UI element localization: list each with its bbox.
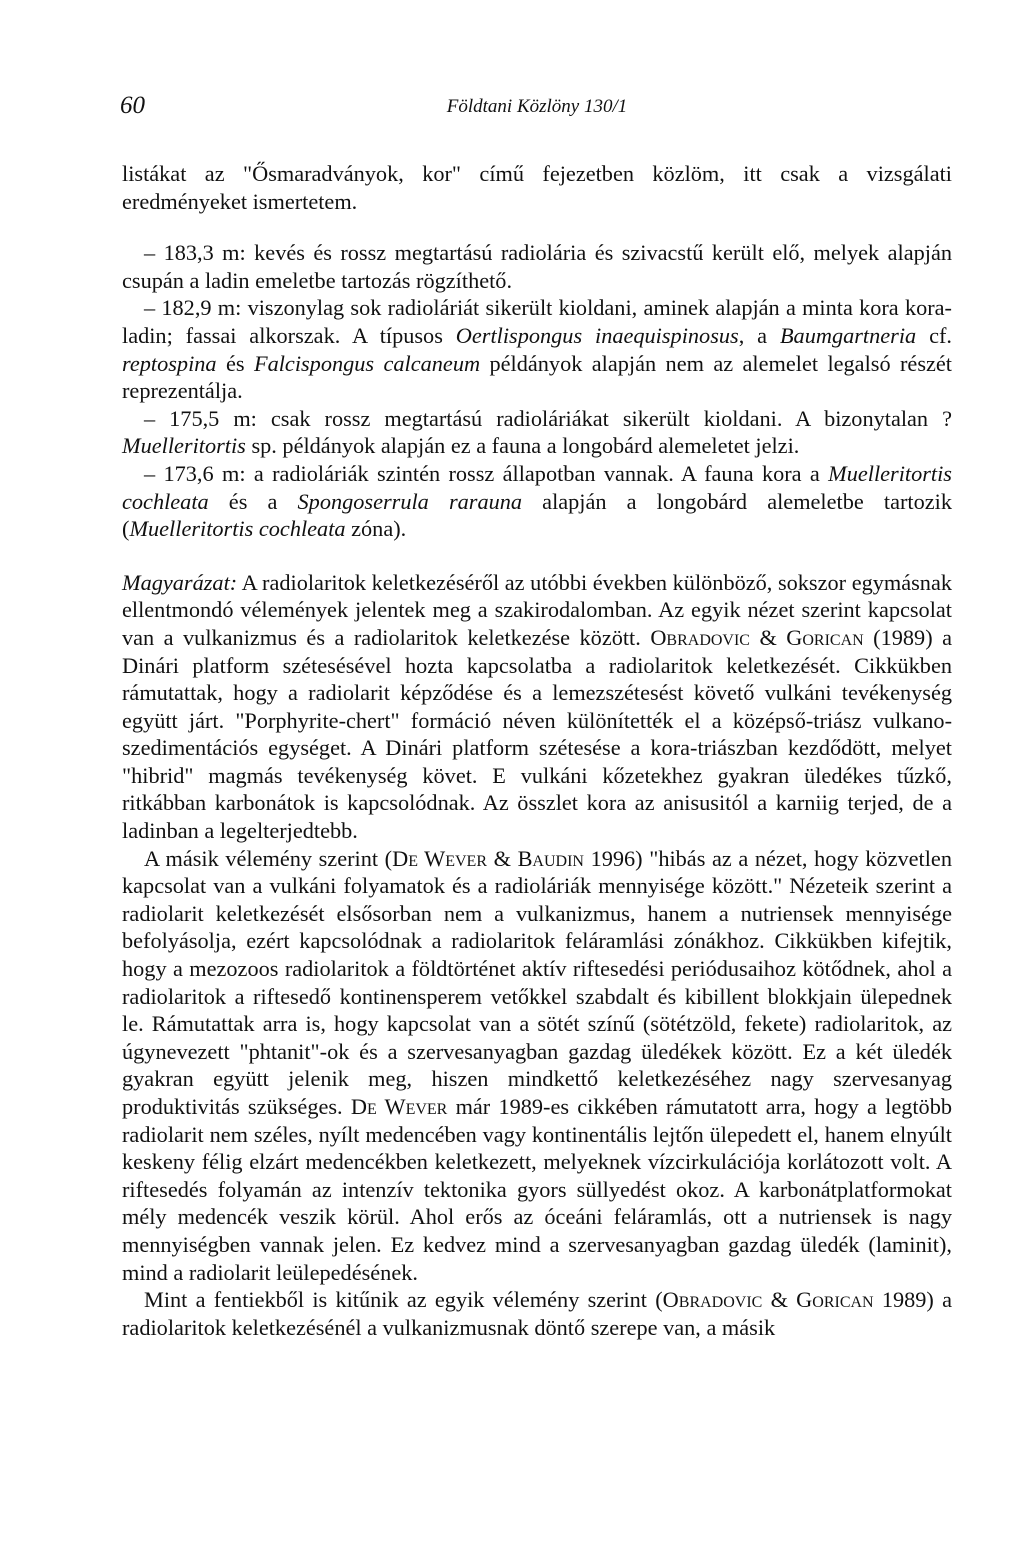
- sample-182-9: – 182,9 m: viszonylag sok radioláriát sikerült kioldani, aminek alapján a minta kora kora-ladin; fassai alkorszak. A típusos Oertlispongus inaequispinosus, a Baumgartneria cf. reptospina és Falcispongus calcaneum példányok alapján nem az alemelet legalsó részét reprezentálja.: [122, 295, 952, 404]
- species-name: Falcispongus calcaneum: [253, 350, 481, 376]
- sample-173-6: – 173,6 m: a radioláriák szintén rossz állapotban vannak. A fauna kora a Muelleritortis cochleata és a Spongoserrula rarauna alapján a longobárd alemeletbe tartozik (Muelleritortis cochleata zóna).: [122, 460, 952, 542]
- species-name: Muelleritortis cochleata: [122, 460, 952, 514]
- author-name: Baudin: [517, 845, 584, 871]
- author-name: Gorican: [796, 1287, 874, 1313]
- page-number: 60: [120, 92, 145, 119]
- intro-paragraph: listákat az "Ősmaradványok, kor" című fejezetben közlöm, itt csak a vizsgálati eredményeket ismertetem.: [122, 161, 952, 214]
- genus-name: Baumgartneria: [779, 322, 917, 348]
- sample-175-5: – 175,5 m: csak rossz megtartású radioláriákat sikerült kioldani. A bizonytalan ?Muelleritortis sp. példányok alapján ez a fauna a longobárd alemeletet jelzi.: [122, 405, 952, 459]
- author-name: Gorican: [786, 624, 864, 650]
- explanation-paragraph-2: A másik vélemény szerint (De Wever & Baudin 1996) "hibás az a nézet, hogy közvetlen kapcsolat van a vulkáni folyamatok és a radioláriák mennyisége között." Nézeteik szerint a radiolarit keletkezését elsősorban nem a vulkanizmus, hanem a nutriensek mennyisége befolyásolja, ezért kapcsolódnak a radiolaritok feláramlási zónákhoz. Cikkükben kifejtik, hogy a mezozoos radiolaritok a földtörténet aktív riftesedési periódusaihoz kötődnek, ahol a radiolaritok a riftesedő kontinensperem vetőkkel szabdalt és kibillent blokkjain ülepednek le. Rámutattak arra is, hogy kapcsolat van a sötét színű (sötétzöld, fekete) radiolaritok, az úgynevezett "phtanit"-ok és a szervesanyagban gazdag üledékek között. Ez a két üledék gyakran együtt jelenik meg, hiszen mindkettő keletkezéséhez nagy szervesanyag produktivitás szükséges. De Wever már 1989-es cikkében rámutatott arra, hogy a legtöbb radiolarit nem széles, nyílt medencében vagy kontinentális lejtőn ülepedett el, hanem elnyúlt keskeny félig elzárt medencékben keletkezett, melyeknek vízcirkulációja korlátozott volt. A riftesedés folyamán az intenzív tektonika gyors süllyedést okoz. A karbonátplatformokat mély medencék veszik körül. Ahol erős az óceáni feláramlás, ott a nutriensek is nagy mennyiségben vannak jelen. Ez kedvez mind a szervesanyagban gazdag üledék (laminit), mind a radiolarit leülepedésének.: [122, 845, 953, 1285]
- author-name: Obradovic: [662, 1287, 763, 1313]
- section-label: Magyarázat:: [122, 569, 238, 595]
- author-name: De Wever: [350, 1094, 448, 1119]
- body-text: [122, 160, 952, 1341]
- species-name: reptospina: [122, 350, 217, 376]
- genus-name: Muelleritortis: [122, 433, 246, 459]
- running-title: Földtani Közlöny 130/1: [446, 96, 628, 117]
- species-name: Muelleritortis cochleata: [129, 516, 346, 542]
- author-name: Obradovic: [650, 624, 750, 650]
- explanation-paragraph-3: Mint a fentiekből is kitűnik az egyik vélemény szerint (Obradovic & Gorican 1989) a radiolaritok keletkezésénél a vulkanizmusnak döntő szerepe van, a másik: [122, 1287, 952, 1340]
- species-name: Spongoserrula rarauna: [297, 488, 523, 514]
- sample-183-3: – 183,3 m: kevés és rossz megtartású radiolária és szivacstű került elő, melyek alapján csupán a ladin emeletbe tartozás rögzíthető.: [122, 240, 952, 293]
- page-header: [120, 92, 954, 132]
- species-name: Oertlispongus inaequispinosus: [455, 322, 739, 348]
- author-name: De Wever: [392, 845, 487, 871]
- explanation-paragraph-1: Magyarázat: A radiolaritok keletkezéséről az utóbbi években különböző, sokszor egymásnak ellentmondó vélemények jelentek meg a szakirodalomban. Az egyik nézet szerint kapcsolat van a vulkanizmus és a radiolaritok keletkezése között. Obradovic & Gorican (1989) a Dinári platform szétesésével hozta kapcsolatba a radiolaritok keletkezését. Cikkükben rámutattak, hogy a radiolarit képződése és a lemezszétesést követő vulkáni tevékenység együtt járt. "Porphyrite-chert" formáció néven különítették el a középső-triász vulkano-szedimentációs egységet. A Dinári platform szétesése a kora-triászban kezdődött, melyet "hibrid" magmás tevékenység követ. E vulkáni kőzetekhez gyakran üledékes tűzkő, ritkábban karbonátok is kapcsolódnak. Az összlet kora az anisusitól a karniig terjed, de a ladinban a legelterjedtebb.: [122, 569, 952, 844]
